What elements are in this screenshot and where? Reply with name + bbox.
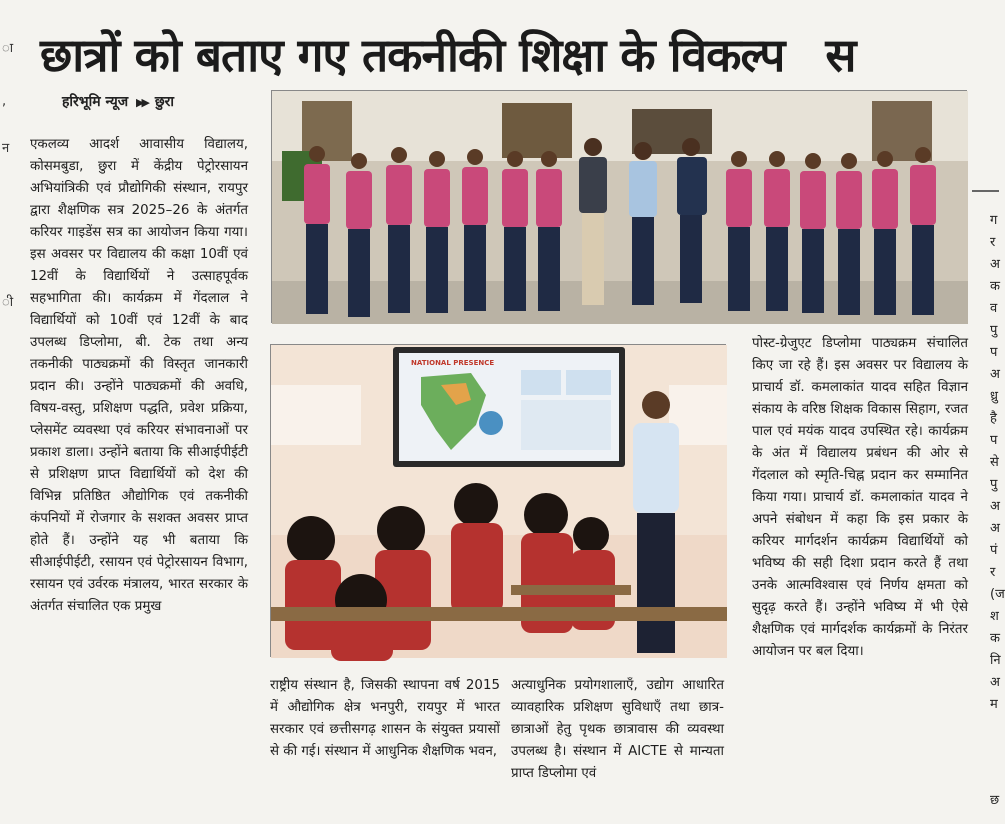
- classroom-photo-icon: [271, 345, 727, 658]
- byline-location: छुरा: [154, 94, 174, 110]
- right-fragment-char: (ज: [990, 587, 1005, 602]
- article-column-4: पोस्ट-ग्रेजुएट डिप्लोमा पाठ्यक्रम संचालित किए जा रहे हैं। इस अवसर पर विद्यालय के प्राचार्य डॉ. कमलाकांत यादव सहित विज्ञान संकाय के वरिष्ठ शिक्षक विकास सिहाग, रजत पाल एवं मयंक यादव उपस्थित रहे। कार्यक्रम के अंत में विद्यालय प्रबंधन की ओर से गेंदलाल को स्मृति-चिह्न प्रदान कर सम्मानित किया गया। प्राचार्य डॉ. कमलाकांत यादव ने अपने संबोधन में कहा कि इस प्रकार के करियर मार्गदर्शन कार्यक्रम विद्यार्थियों को भविष्य की सही दिशा प्रदान करते हैं तथा उनके आत्मविश्वास एवं निर्णय क्षमता को सुदृढ़ करते हैं। उन्होंने भविष्य में भी ऐसे शैक्षणिक एवं मार्गदर्शक कार्यक्रमों के निरंतर आयोजन पर बल दिया।: [752, 336, 968, 659]
- right-fragment-char: ध्रु: [990, 389, 998, 404]
- right-fragment-char: पं: [990, 543, 998, 558]
- right-fragment-char: छ: [990, 793, 1000, 808]
- headline-text: छात्रों को बताए गए तकनीकी शिक्षा के विकल्प: [40, 28, 785, 82]
- left-fragment-char: ा: [2, 41, 14, 56]
- right-fragment-char: म: [990, 697, 998, 712]
- right-fragment-char: श: [990, 609, 999, 624]
- right-fragment-char: क: [990, 631, 1000, 646]
- classroom-photo: [270, 344, 726, 657]
- adjacent-headline-fragment: स: [825, 28, 856, 82]
- left-fragment-char: ,: [2, 94, 7, 109]
- right-fragment-char: क: [990, 279, 1000, 294]
- group-photo: [271, 90, 967, 323]
- right-fragment-char: पु: [990, 477, 998, 492]
- right-fragment-char: अ: [990, 521, 1000, 536]
- right-fragment-char: अ: [990, 675, 1000, 690]
- byline: [62, 92, 174, 111]
- right-fragment-char: अ: [990, 367, 1000, 382]
- right-fragment-char: अ: [990, 257, 1000, 272]
- adjacent-article-left-fragment: [0, 30, 12, 820]
- group-photo-icon: [272, 91, 968, 324]
- right-fragment-char: र: [990, 565, 996, 580]
- byline-arrow-icon: ▶▶: [136, 96, 147, 109]
- right-fragment-char: है: [990, 411, 997, 426]
- right-fragment-char: अ: [990, 499, 1000, 514]
- left-fragment-char: न: [2, 141, 10, 156]
- right-fragment-char: प: [990, 345, 998, 360]
- article-headline: [40, 22, 1000, 88]
- article-column-3: अत्याधुनिक प्रयोगशालाएँ, उद्योग आधारित व्यावहारिक प्रशिक्षण सुविधाएँ तथा छात्र-छात्राओं हेतु पृथक छात्रावास की व्यवस्था उपलब्ध है। संस्थान में AICTE से मान्यता प्राप्त डिप्लोमा एवं: [511, 678, 724, 781]
- right-fragment-char: ग: [990, 213, 998, 228]
- article-column-1: एकलव्य आदर्श आवासीय विद्यालय, कोसमबुडा, छुरा में केंद्रीय पेट्रोरसायन अभियांत्रिकी एवं प्रौद्योगिकी संस्थान, रायपुर द्वारा शैक्षणिक सत्र 2025–26 के अंतर्गत करियर गाइडेंस सत्र का आयोजन किया गया। इस अवसर पर विद्यालय की कक्षा 10वीं एवं 12वीं के विद्यार्थियों ने उत्साहपूर्वक सहभागिता की। कार्यक्रम में गेंदलाल ने विद्यार्थियों को 10वीं एवं 12वीं के बाद उपलब्ध डिप्लोमा, बी. टेक तथा अन्य तकनीकी पाठ्यक्रमों की विस्तृत जानकारी प्रदान की। उन्होंने पाठ्यक्रमों की अवधि, विषय-वस्तु, प्रशिक्षण पद्धति, प्रवेश प्रक्रिया, प्लेसमेंट व्यवस्था एवं करियर संभावनाओं पर प्रकाश डाला। उन्होंने बताया कि सीआईपीईटी से प्रशिक्षण प्राप्त विद्यार्थियों को देश की विभिन्न प्रतिष्ठित औद्योगिक एवं तकनीकी कंपनियों में रोजगार के सशक्त अवसर प्राप्त होते हैं। उन्होंने यह भी बताया कि सीआईपीईटी, रसायन एवं पेट्रोरसायन विभाग, रसायन एवं उर्वरक मंत्रालय, भारत सरकार के अंतर्गत संचालित एक प्रमुख: [30, 137, 248, 614]
- left-fragment-char: ी: [2, 295, 14, 310]
- adjacent-article-right-fragment: [970, 190, 1005, 824]
- screen-banner-text: NATIONAL PRESENCE: [411, 359, 495, 367]
- right-fragment-char: से: [990, 455, 999, 470]
- article-column-2: राष्ट्रीय संस्थान है, जिसकी स्थापना वर्ष 2015 में औद्योगिक क्षेत्र भनपुरी, रायपुर में भारत सरकार एवं छत्तीसगढ़ शासन के संयुक्त प्रयासों से की गई। संस्थान में आधुनिक शैक्षणिक भवन,: [270, 678, 500, 759]
- column-rule: [972, 190, 999, 192]
- right-fragment-char: नि: [990, 653, 1001, 668]
- right-fragment-char: र: [990, 235, 996, 250]
- right-fragment-char: व: [990, 301, 998, 316]
- right-fragment-char: प: [990, 433, 998, 448]
- byline-source: हरिभूमि न्यूज: [62, 94, 129, 110]
- right-fragment-char: पु: [990, 323, 998, 338]
